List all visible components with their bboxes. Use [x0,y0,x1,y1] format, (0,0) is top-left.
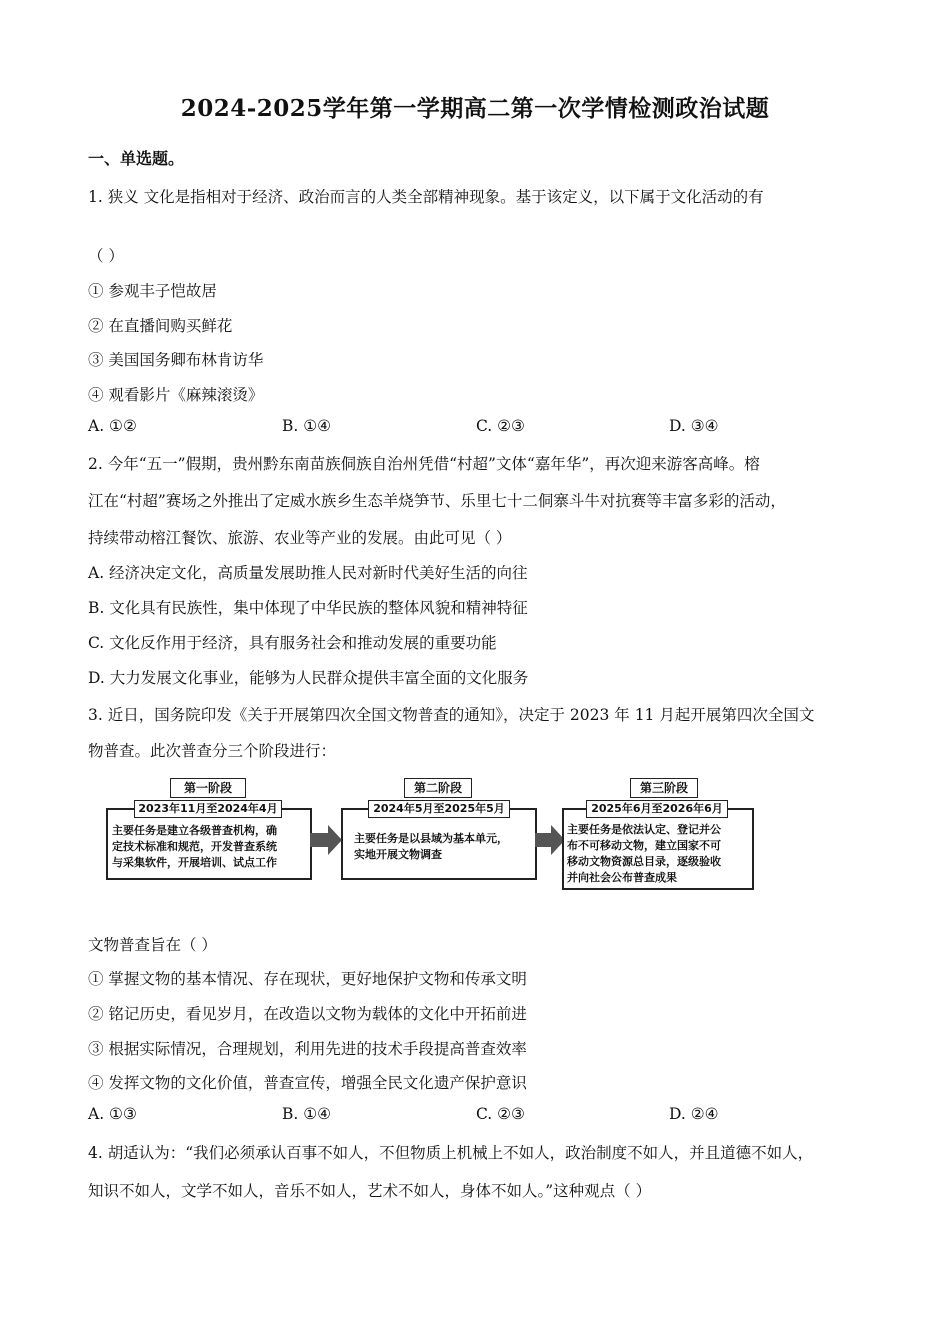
q3-item: ② 铭记历史，看见岁月，在改造以文物为载体的文化中开拓前进 [88,1005,527,1023]
stage-2-text: 主要任务是以县域为基本单元， 实地开展文物调查 [354,832,508,861]
q3-option-b: B. ①④ [282,1105,332,1123]
q1-option-b: B. ①④ [282,417,332,435]
stage-1-date: 2023年11月至2024年4月 [134,800,282,818]
stage-2-tag: 第二阶段 [404,778,472,798]
q4-stem-line: 知识不如人，文学不如人，音乐不如人，艺术不如人，身体不如人。”这种观点（ ） [88,1182,652,1200]
q3-option-a: A. ①③ [88,1105,137,1123]
stage-3-date: 2025年6月至2026年6月 [586,800,728,818]
q2-stem-line: 2. 今年“五一”假期，贵州黔东南苗族侗族自治州凭借“村超”文体“嘉年华”，再次迎来游客高峰。榕 [88,455,760,473]
q1-item: ① 参观丰子恺故居 [88,282,217,300]
q3-option-c: C. ②③ [476,1105,525,1123]
q4-stem-line: 4. 胡适认为：“我们必须承认百事不如人，不但物质上机械上不如人，政治制度不如人，并且道德不如人， [88,1144,814,1162]
q2-option-c: C. 文化反作用于经济，具有服务社会和推动发展的重要功能 [88,634,497,652]
q2-option-a: A. 经济决定文化，高质量发展助推人民对新时代美好生活的向往 [88,564,528,582]
q2-option-b: B. 文化具有民族性，集中体现了中华民族的整体风貌和精神特征 [88,599,528,617]
stage-3-tag: 第三阶段 [630,778,698,798]
q1-paren: （ ） [88,247,124,265]
q3-stem-line: 物普查。此次普查分三个阶段进行： [88,742,337,760]
q2-option-d: D. 大力发展文化事业，能够为人民群众提供丰富全面的文化服务 [88,669,529,687]
q3-item: ③ 根据实际情况，合理规划，利用先进的技术手段提高普查效率 [88,1040,527,1058]
q3-option-d: D. ②④ [669,1105,719,1123]
q2-stem-line: 持续带动榕江餐饮、旅游、农业等产业的发展。由此可见（ ） [88,529,512,547]
stage-3-text: 主要任务是依法认定、登记并公 布不可移动文物，建立国家不可 移动文物资源总目录，逐级验收 并向社会公布普查成果 [567,823,721,884]
q1-option-d: D. ③④ [669,417,719,435]
stage-1-text: 主要任务是建立各级普查机构，确 定技术标准和规范，开发普查系统 与采集软件，开展培训、试点工作 [112,824,277,869]
q1-item: ④ 观看影片《麻辣滚烫》 [88,386,264,404]
section-heading: 一、单选题。 [88,149,185,168]
right-arrow-icon [310,825,342,855]
q3-item: ① 掌握文物的基本情况、存在现状，更好地保护文物和传承文明 [88,970,527,988]
right-arrow-icon [535,825,565,855]
page-title: 2024-2025学年第一学期高二第一次学情检测政治试题 [180,95,770,122]
stage-1-tag: 第一阶段 [170,778,246,798]
q3-question: 文物普查旨在（ ） [88,936,217,954]
q1-item: ③ 美国国务卿布林肯访华 [88,351,264,369]
q1-option-a: A. ①② [88,417,137,435]
q1-option-c: C. ②③ [476,417,525,435]
survey-stages-diagram [104,775,754,890]
q3-item: ④ 发挥文物的文化价值，普查宣传，增强全民文化遗产保护意识 [88,1074,527,1092]
q1-stem: 1. 狭义 文化是指相对于经济、政治而言的人类全部精神现象。基于该定义，以下属于文化活动的有 [88,188,764,206]
q3-stem-line: 3. 近日，国务院印发《关于开展第四次全国文物普查的通知》，决定于 2023 年 11 月起开展第四次全国文 [88,706,815,724]
q1-item: ② 在直播间购买鲜花 [88,317,233,335]
stage-2-date: 2024年5月至2025年5月 [368,800,510,818]
q2-stem-line: 江在“村超”赛场之外推出了定威水族乡生态羊烧笋节、乐里七十二侗寨斗牛对抗赛等丰富多彩的活动， [88,492,786,510]
